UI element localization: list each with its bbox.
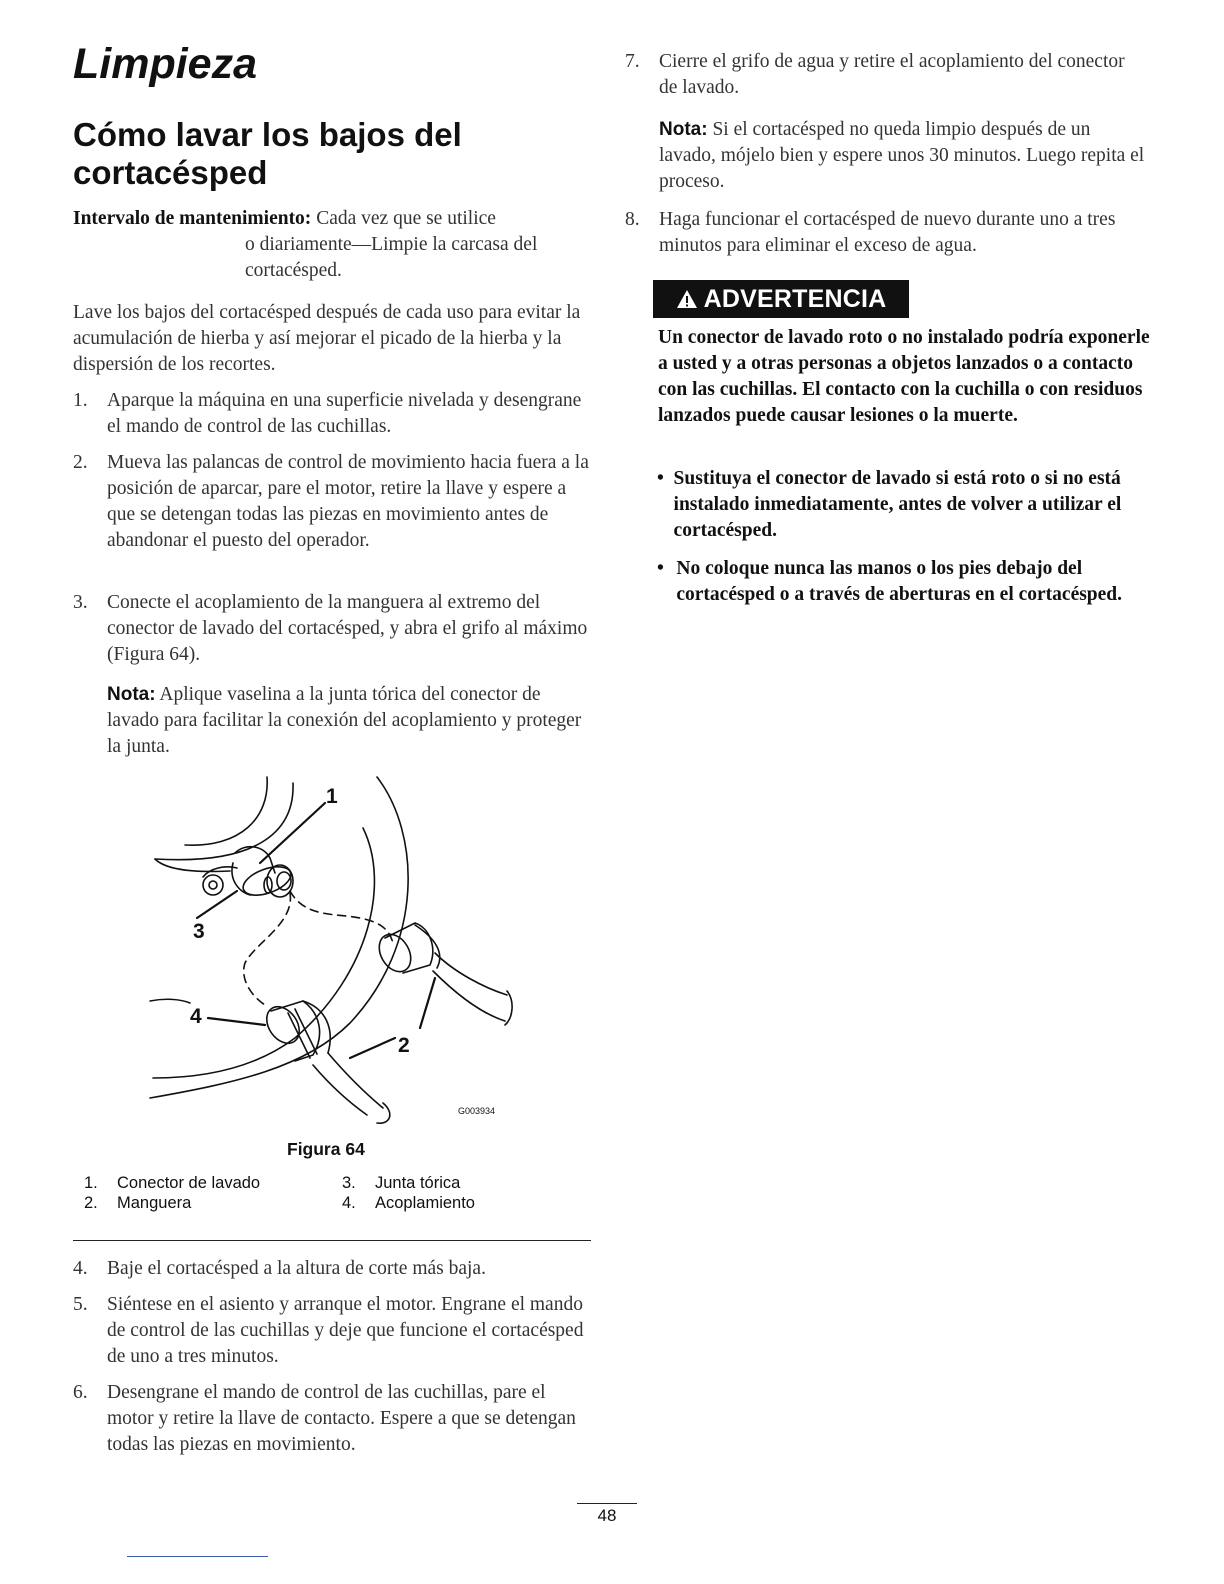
warning-bullet (655, 466, 1150, 544)
step-number: 5. (73, 1294, 88, 1315)
page-number-rule (577, 1503, 637, 1504)
step-text: Aparque la máquina en una superficie nivelada y desengrane el mando de control de las cuchillas. (107, 390, 582, 437)
step-text: Desengrane el mando de control de las cuchillas, pare el motor y retire la llave de contacto. Espere a que se detengan todas las piezas en movimiento. (107, 1382, 576, 1455)
deck-outline (150, 999, 190, 1003)
step-number: 7. (625, 51, 640, 72)
leader-line-2b (420, 978, 435, 1028)
footer-link-line (127, 1556, 268, 1557)
step-number: 1. (73, 390, 88, 411)
step-number: 3. (73, 592, 88, 613)
legend-label: Manguera (117, 1194, 192, 1212)
warning-bullet (655, 556, 1150, 608)
leader-line-3 (197, 891, 237, 918)
figure-divider (73, 1240, 591, 1241)
alignment-path (244, 893, 291, 1005)
interval-continuation: o diariamente—Limpie la carcasa del cortacésped. (245, 234, 538, 281)
note-repeat (659, 117, 1149, 195)
legend-item (342, 1173, 460, 1193)
legend-num: 2. (84, 1194, 98, 1212)
callout-2: 2 (398, 1034, 410, 1057)
legend-label: Junta tórica (375, 1174, 461, 1192)
legend-item (84, 1173, 260, 1193)
step-number: 4. (73, 1258, 88, 1279)
warning-triangle-icon (676, 289, 698, 309)
hose-coupling (260, 1001, 390, 1124)
step-6 (73, 1380, 591, 1458)
step-5 (73, 1292, 591, 1370)
figure-caption: Figura 64 (287, 1139, 365, 1159)
step-text: Cierre el grifo de agua y retire el acoplamiento del conector de lavado. (659, 51, 1125, 98)
section-title: Limpieza (73, 40, 257, 88)
legend-num: 4. (342, 1194, 356, 1212)
note-text: Aplique vaselina a la junta tórica del conector de lavado para facilitar la conexión del acoplamiento y proteger la junta. (107, 684, 582, 757)
interval-first-line: Cada vez que se utilice (316, 208, 496, 229)
step-8 (625, 207, 1150, 259)
legend-num: 1. (84, 1174, 98, 1192)
warning-title: ADVERTENCIA (703, 284, 887, 313)
page-number: 48 (597, 1506, 617, 1525)
bullet-dot: • (657, 468, 664, 489)
step-number: 2. (73, 452, 88, 473)
maintenance-interval (73, 206, 593, 284)
warning-badge (653, 280, 909, 318)
step-3 (73, 590, 591, 668)
note-label: Nota: (107, 684, 156, 705)
bullet-dot: • (657, 558, 664, 579)
step-text: Haga funcionar el cortacésped de nuevo durante uno a tres minutos para eliminar el exceso de agua. (659, 209, 1116, 256)
intro-paragraph: Lave los bajos del cortacésped después de cada uso para evitar la acumulación de hierba y así mejorar el picado de la hierba y la dispersión de los recortes. (73, 302, 581, 375)
deck-outline (155, 859, 230, 872)
step-number: 6. (73, 1382, 88, 1403)
step-number: 8. (625, 209, 640, 230)
leader-line-4 (208, 1018, 265, 1025)
step-7 (625, 49, 1130, 101)
callout-1: 1 (326, 785, 338, 808)
legend-num: 3. (342, 1174, 356, 1192)
note-label: Nota: (659, 119, 708, 140)
interval-label: Intervalo de mantenimiento: (73, 208, 312, 229)
step-text: Baje el cortacésped a la altura de corte más baja. (107, 1258, 486, 1279)
alignment-path (290, 891, 393, 943)
legend-item (342, 1193, 475, 1213)
callout-3: 3 (193, 920, 205, 943)
legend-label: Conector de lavado (117, 1174, 261, 1192)
note-vaseline (107, 682, 591, 760)
leader-line-2 (350, 1038, 395, 1058)
leader-line-1 (260, 803, 325, 863)
step-text: Mueva las palancas de control de movimiento hacia fuera a la posición de aparcar, pare el motor, retire la llave y espere a que se detengan todas las piezas en movimiento antes de abandonar el puesto del operador. (107, 452, 589, 551)
step-4 (73, 1256, 591, 1282)
washout-connector (203, 847, 295, 901)
deck-outline (155, 783, 293, 860)
bullet-text: No coloque nunca las manos o los pies debajo del cortacésped o a través de aberturas en el cortacésped. (676, 558, 1123, 605)
figure-64-illustration (145, 773, 515, 1125)
deck-outline (153, 828, 374, 1078)
step-text: Siéntese en el asiento y arranque el motor. Engrane el mando de control de las cuchillas y deje que funcione el cortacésped de uno a tres minutos. (107, 1294, 584, 1367)
step-2 (73, 450, 591, 554)
legend-item (84, 1193, 191, 1213)
deck-outline (185, 777, 267, 845)
bullet-text: Sustituya el conector de lavado si está roto o si no está instalado inmediatamente, antes de volver a utilizar el cortacésped. (673, 468, 1122, 541)
subsection-title: Cómo lavar los bajos del cortacésped (73, 116, 462, 191)
callout-4: 4 (190, 1005, 202, 1028)
step-1 (73, 388, 591, 440)
legend-label: Acoplamiento (375, 1194, 475, 1212)
warning-text: Un conector de lavado roto o no instalado podría exponerle a usted y a otras personas a objetos lanzados o a contacto con las cuchillas. El contacto con la cuchilla o con residuos lanzados puede causar lesiones o la muerte. (658, 327, 1150, 426)
step-text: Conecte el acoplamiento de la manguera al extremo del conector de lavado del cortacésped, y abra el grifo al máximo (Figura 64). (107, 592, 588, 665)
note-text: Si el cortacésped no queda limpio después de un lavado, mójelo bien y espere unos 30 minutos. Luego repita el proceso. (659, 119, 1145, 192)
figure-code: G003934 (458, 1106, 496, 1116)
hose-upper (373, 923, 512, 1025)
